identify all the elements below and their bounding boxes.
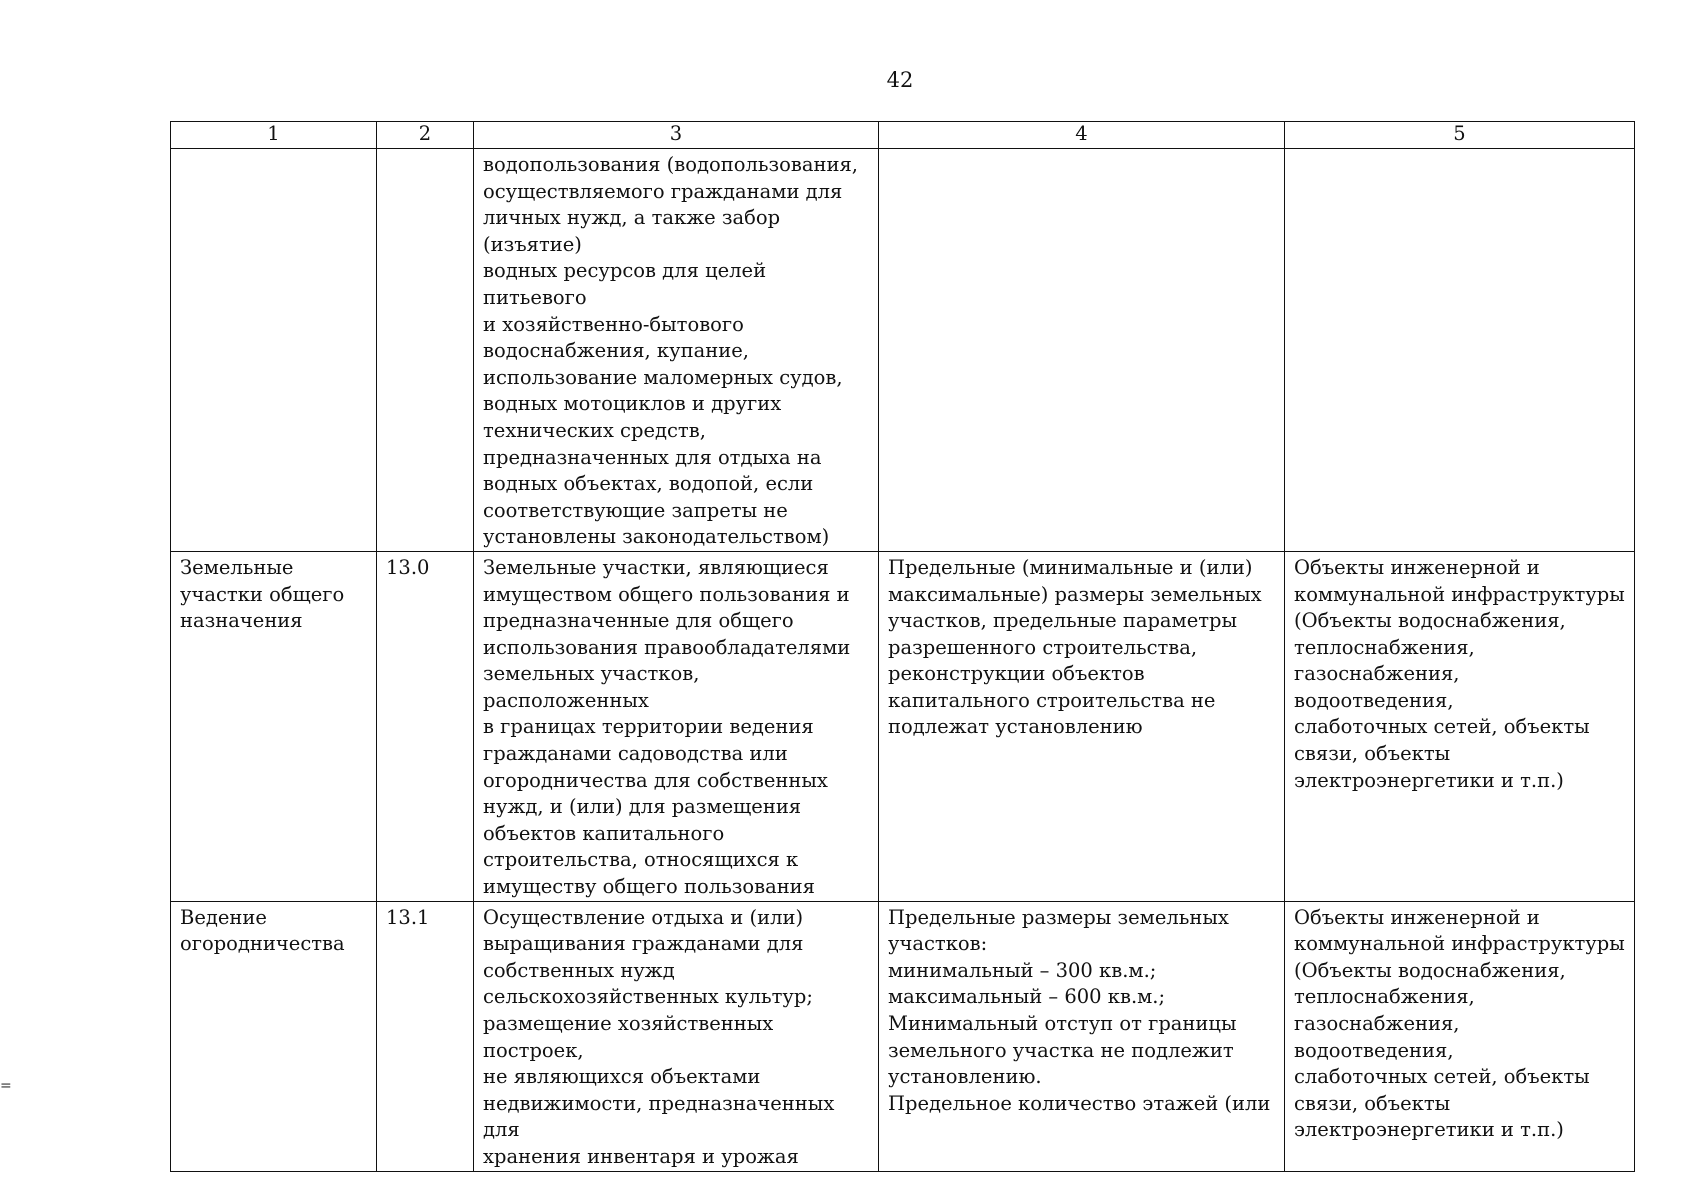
header-col-3: 3 xyxy=(474,122,879,149)
margin-mark: = xyxy=(0,1078,12,1094)
description-cell xyxy=(474,901,879,1171)
use-parameters: Предельные размеры земельных участков: минимальный – 300 кв.м.; максимальный – 600 кв.м.; Минимальный отступ от границы земельного участка не подлежит установлению. Предельное количество этажей (или xyxy=(888,905,1271,1115)
header-col-4: 4 xyxy=(879,122,1285,149)
header-col-1: 1 xyxy=(171,122,377,149)
parameters-cell xyxy=(879,901,1285,1171)
description-cell xyxy=(474,551,879,901)
use-code-cell xyxy=(377,901,474,1171)
use-code: 13.1 xyxy=(386,905,430,929)
use-description: Осуществление отдыха и (или) выращивания гражданами для собственных нужд сельскохозяйственных культур; размещение хозяйственных построек, не являющихся объектами недвижимости, предназначенных для хранения инвентаря и урожая xyxy=(483,905,835,1168)
parameters-cell xyxy=(879,149,1285,552)
use-name-cell xyxy=(171,149,377,552)
table-row xyxy=(171,901,1635,1171)
header-col-5: 5 xyxy=(1285,122,1635,149)
table-row xyxy=(171,149,1635,552)
table-row xyxy=(171,551,1635,901)
parameters-cell xyxy=(879,551,1285,901)
use-objects: Объекты инженерной и коммунальной инфраструктуры (Объекты водоснабжения, теплоснабжения, газоснабжения, водоотведения, слаботочных сетей, объекты связи, объекты электроэнергетики и т.п.) xyxy=(1294,555,1625,792)
objects-cell xyxy=(1285,551,1635,901)
description-cell xyxy=(474,149,879,552)
use-name-cell xyxy=(171,551,377,901)
use-name: Земельные участки общего назначения xyxy=(180,555,345,633)
objects-cell xyxy=(1285,149,1635,552)
use-objects: Объекты инженерной и коммунальной инфраструктуры (Объекты водоснабжения, теплоснабжения, газоснабжения, водоотведения, слаботочных сетей, объекты связи, объекты электроэнергетики и т.п.) xyxy=(1294,905,1625,1142)
use-code: 13.0 xyxy=(386,555,430,579)
regulations-table xyxy=(170,121,1635,1172)
header-col-2: 2 xyxy=(377,122,474,149)
use-name-cell xyxy=(171,901,377,1171)
objects-cell xyxy=(1285,901,1635,1171)
page-number: 42 xyxy=(886,68,914,92)
header-row xyxy=(171,122,1635,149)
use-code-cell xyxy=(377,149,474,552)
use-parameters: Предельные (минимальные и (или) максимальные) размеры земельных участков, предельные параметры разрешенного строительства, реконструкции объектов капитального строительства не подлежат установлению xyxy=(888,555,1262,739)
use-description: Земельные участки, являющиеся имуществом общего пользования и предназначенные для общего использования правообладателями земельных участков, расположенных в границах территории ведения гражданами садоводства или огородничества для собственных нужд, и (или) для размещения объектов капитального строительства, относящихся к имуществу общего пользования xyxy=(483,555,851,899)
use-code-cell xyxy=(377,551,474,901)
use-name: Ведение огородничества xyxy=(180,905,345,956)
use-description: водопользования (водопользования, осуществляемого гражданами для личных нужд, а также забор (изъятие) водных ресурсов для целей питьевого и хозяйственно-бытового водоснабжения, купание, использование маломерных судов, водных мотоциклов и других технических средств, предназначенных для отдыха на водных объектах, водопой, если соответствующие запреты не установлены законодательством) xyxy=(483,153,858,549)
